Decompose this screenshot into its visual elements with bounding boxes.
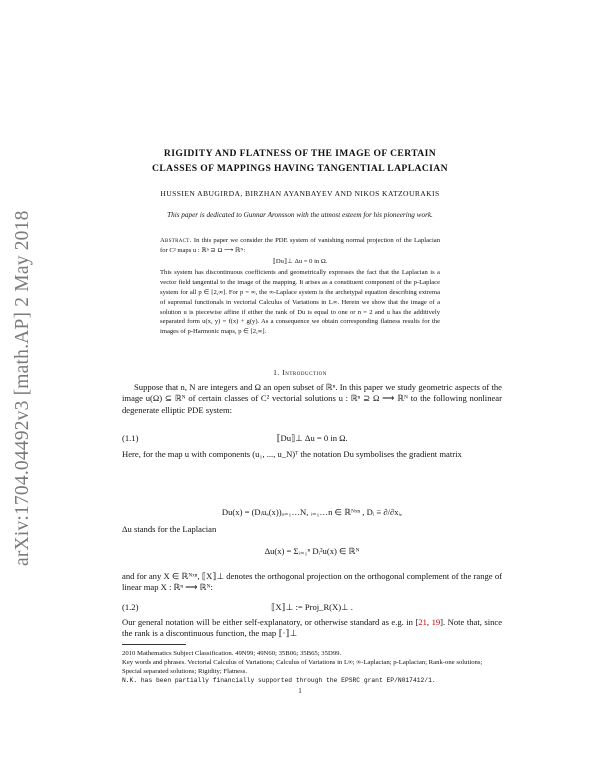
equation-1-1 xyxy=(122,433,502,446)
equation-body: Du(x) = (Dᵢuₐ(x))ₐ₌₁…N, ᵢ₌₁…n ∈ ℝᴺˣⁿ , Dᵢ ≡ ∂/∂xᵢ, xyxy=(221,507,403,517)
page-number: 1 xyxy=(298,687,302,695)
paragraph-5-text-a: Our general notation will be either self-explanatory, or otherwise standard as e.g. in [ xyxy=(122,617,419,627)
abstract xyxy=(160,236,440,337)
paragraph-5 xyxy=(122,617,502,640)
citation-link[interactable]: 21 xyxy=(418,617,427,627)
footnotes xyxy=(122,649,502,685)
section-title: 1. Introduction xyxy=(273,368,327,377)
footnote-funding: N.K. has been partially financially supported through the EPSRC grant EP/N017412/1. xyxy=(122,677,436,685)
abstract-body: This system has discontinuous coefficients and geometrically expresses the fact that the Laplacian is a vector field tangential to the image of the mapping. It arises as a constituent component of the p-Laplace system for all p ∈ [2,∞]. For p = ∞, the ∞-Laplace system is the archetypal equation describing extrema of supremal functionals in vectorial Calculus of Variations in L∞. Herein we show that the image of a solution u is piecewise affine if either the rank of Du is equal to one or n = 2 and u has the additively separated form u(x, y) = f(x) + g(y). As a consequence we obtain corresponding flatness results for the images of p-Harmonic maps, p ∈ [2,∞]. xyxy=(160,269,440,336)
paragraph-4: and for any X ∈ ℝᴺˣⁿ, ⟦X⟧⊥ denotes the orthogonal projection on the orthogonal complement of the range of linear map X : ℝⁿ ⟶ ℝᴺ: xyxy=(122,571,502,593)
abstract-intro xyxy=(160,236,440,256)
footnote-rule xyxy=(122,644,186,645)
footnote-keywords: Key words and phrases. Vectorial Calculus of Variations; Calculus of Variations in L∞; ∞-Laplacian; p-Laplacian; Rank-one solutions; Special separated solutions; Rigidity; Flatness. xyxy=(122,659,483,676)
arxiv-identifier[interactable]: arXiv:1704.04492v3 [math.AP] 2 May 2018 xyxy=(12,210,33,566)
abstract-equation: ⟦Du⟧⊥ Δu = 0 in Ω. xyxy=(272,257,328,265)
paragraph-5-text-c: ]. Note that, since the rank is a discontinuous function, the map ⟦·⟧⊥ xyxy=(122,617,503,639)
abstract-heading: Abstract. xyxy=(160,237,192,244)
paper-title xyxy=(110,146,490,176)
citation-link[interactable]: 19 xyxy=(431,617,441,627)
equation-laplacian xyxy=(122,546,502,559)
equation-body: ⟦X⟧⊥ := Proj_R(X)⊥ . xyxy=(271,602,353,612)
equation-1-2 xyxy=(122,602,502,615)
arxiv-sidebar xyxy=(8,196,38,566)
authors: HUSSIEN ABUGIRDA, BIRZHAN AYANBAYEV AND NIKOS KATZOURAKIS xyxy=(160,189,440,198)
equation-number: (1.1) xyxy=(122,433,139,443)
paragraph-5-text-b: , xyxy=(426,617,432,627)
title-line-1: RIGIDITY AND FLATNESS OF THE IMAGE OF CERTAIN xyxy=(163,148,437,159)
equation-gradient xyxy=(122,507,502,520)
abstract-intro-text: In this paper we consider the PDE system of vanishing normal projection of the Laplacian for C² maps u : ℝⁿ ⊇ Ω ⟶ ℝᴺ: xyxy=(160,237,440,254)
equation-body: ⟦Du⟧⊥ Δu = 0 in Ω. xyxy=(276,433,348,443)
paragraph-3: Δu stands for the Laplacian xyxy=(122,524,217,534)
dedication: This paper is dedicated to Gunnar Aronsson with the utmost esteem for his pioneering work. xyxy=(167,211,433,219)
paragraph-1: Suppose that n, N are integers and Ω an open subset of ℝⁿ. In this paper we study geometric aspects of the image u(Ω) ⊆ ℝᴺ of certain classes of C² vectorial solutions u : ℝⁿ ⊇ Ω ⟶ ℝᴺ to the following nonlinear degenerate elliptic PDE system: xyxy=(122,382,502,415)
footnote-msc: 2010 Mathematics Subject Classification. 49N99; 49N60; 35B06; 35B65; 35D99. xyxy=(122,650,342,657)
equation-body: Δu(x) = Σᵢ₌₁ⁿ Dᵢ²u(x) ∈ ℝᴺ xyxy=(264,546,360,556)
equation-number: (1.2) xyxy=(122,602,139,612)
title-line-2: CLASSES OF MAPPINGS HAVING TANGENTIAL LAPLACIAN xyxy=(152,163,448,174)
paragraph-2: Here, for the map u with components (u₁, ..., u_N)ᵀ the notation Du symbolises the gradient matrix xyxy=(122,449,462,459)
